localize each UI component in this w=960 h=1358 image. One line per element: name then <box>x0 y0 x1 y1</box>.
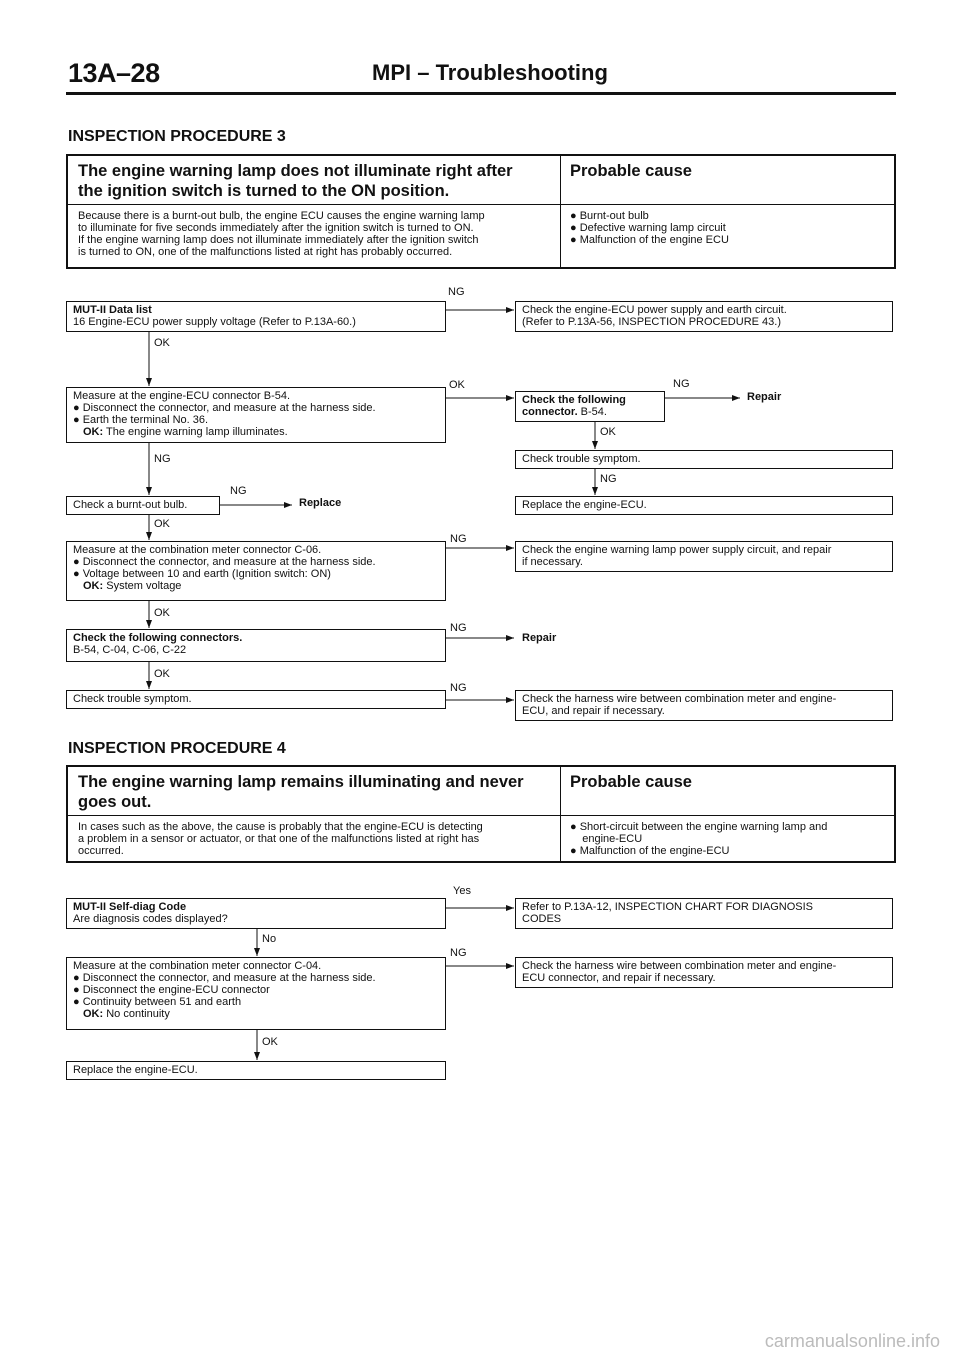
label-ok: OK <box>154 337 170 349</box>
label-yes: Yes <box>453 885 471 897</box>
label-ng: NG <box>450 622 467 634</box>
proc4-heading: INSPECTION PROCEDURE 4 <box>68 740 286 757</box>
label-ng: NG <box>450 682 467 694</box>
cause-item: ● Burnt-out bulb <box>570 210 649 222</box>
label-ng: NG <box>600 473 617 485</box>
cause-item: ● Malfunction of the engine-ECU <box>570 845 730 857</box>
label-ok: OK <box>154 607 170 619</box>
action-repair-2: Repair <box>522 632 557 644</box>
step-mut-self-diag: MUT-II Self-diag Code Are diagnosis codes displayed? <box>66 898 446 929</box>
page-number: 13A–28 <box>68 58 160 88</box>
step-check-trouble-symptom-2: Check trouble symptom. <box>66 690 446 709</box>
step-check-connector-b54: Check the following connector. B-54. <box>515 391 665 422</box>
label-ng: NG <box>448 286 465 298</box>
step-check-burnt-out-bulb: Check a burnt-out bulb. <box>66 496 220 515</box>
label-ng: NG <box>450 947 467 959</box>
label-ok: OK <box>154 668 170 680</box>
label-ok: OK <box>600 426 616 438</box>
action-repair-1: Repair <box>747 391 782 403</box>
watermark: carmanualsonline.info <box>764 1331 940 1351</box>
proc3-description: Because there is a burnt-out bulb, the engine ECU causes the engine warning lamp to illuminate for five seconds immediately after the ignition switch is turned to ON. If the engine warning lamp does not illuminate immediately after the ignition switch is turned to ON, one of the malfunctions listed at right has probably occurred. <box>78 210 485 258</box>
label-ok: OK <box>449 379 465 391</box>
proc3-heading: INSPECTION PROCEDURE 3 <box>68 128 286 145</box>
action-replace: Replace <box>299 497 342 509</box>
step-replace-ecu-2: Replace the engine-ECU. <box>66 1061 446 1080</box>
step-measure-c04: Measure at the combination meter connector C-04. ● Disconnect the connector, and measure at the harness side. ● Disconnect the engine-ECU connector ● Continuity between 51 and earth OK: No continuity <box>66 957 446 1030</box>
cause-item: ● Malfunction of the engine ECU <box>570 234 729 246</box>
step-check-trouble-symptom-1: Check trouble symptom. <box>515 450 893 469</box>
cause-item: ● Defective warning lamp circuit <box>570 222 726 234</box>
label-ok: OK <box>262 1036 278 1048</box>
step-replace-ecu-1: Replace the engine-ECU. <box>515 496 893 515</box>
page-title: MPI – Troubleshooting <box>372 60 608 85</box>
proc4-symptom-title: The engine warning lamp remains illuminating and never goes out. <box>78 773 524 811</box>
label-ok: OK <box>154 518 170 530</box>
label-ng: NG <box>673 378 690 390</box>
proc3-cause-title: Probable cause <box>570 162 692 180</box>
proc4-cause-title: Probable cause <box>570 773 692 791</box>
label-ng: NG <box>450 533 467 545</box>
label-ng: NG <box>230 485 247 497</box>
result-harness-wire-check-2: Check the harness wire between combination meter and engine- ECU connector, and repair if necessary. <box>515 957 893 988</box>
step-measure-c06: Measure at the combination meter connector C-06. ● Disconnect the connector, and measure at the harness side. ● Voltage between 10 and earth (Ignition switch: ON) OK: System voltage <box>66 541 446 601</box>
result-inspection-chart: Refer to P.13A-12, INSPECTION CHART FOR DIAGNOSIS CODES <box>515 898 893 929</box>
label-no: No <box>262 933 277 945</box>
proc4-description: In cases such as the above, the cause is probably that the engine-ECU is detecting a problem in a sensor or actuator, or that one of the malfunctions listed at right has occurred. <box>78 821 483 857</box>
result-power-supply-check: Check the engine-ECU power supply and earth circuit. (Refer to P.13A-56, INSPECTION PROCEDURE 43.) <box>515 301 893 332</box>
cause-item: engine-ECU <box>570 833 643 845</box>
step-check-connectors: Check the following connectors. B-54, C-04, C-06, C-22 <box>66 629 446 662</box>
step-measure-b54: Measure at the engine-ECU connector B-54. ● Disconnect the connector, and measure at the harness side. ● Earth the terminal No. 36. OK: The engine warning lamp illuminates. <box>66 387 446 443</box>
proc3-symptom-title: The engine warning lamp does not illuminate right after the ignition switch is turned to the ON position. <box>78 162 513 200</box>
result-lamp-power-circuit: Check the engine warning lamp power supply circuit, and repair if necessary. <box>515 541 893 572</box>
label-ng: NG <box>154 453 171 465</box>
result-harness-wire-check: Check the harness wire between combination meter and engine- ECU, and repair if necessary. <box>515 690 893 721</box>
step-mut-data-list: MUT-II Data list 16 Engine-ECU power supply voltage (Refer to P.13A-60.) <box>66 301 446 332</box>
cause-item: ● Short-circuit between the engine warning lamp and <box>570 821 828 833</box>
